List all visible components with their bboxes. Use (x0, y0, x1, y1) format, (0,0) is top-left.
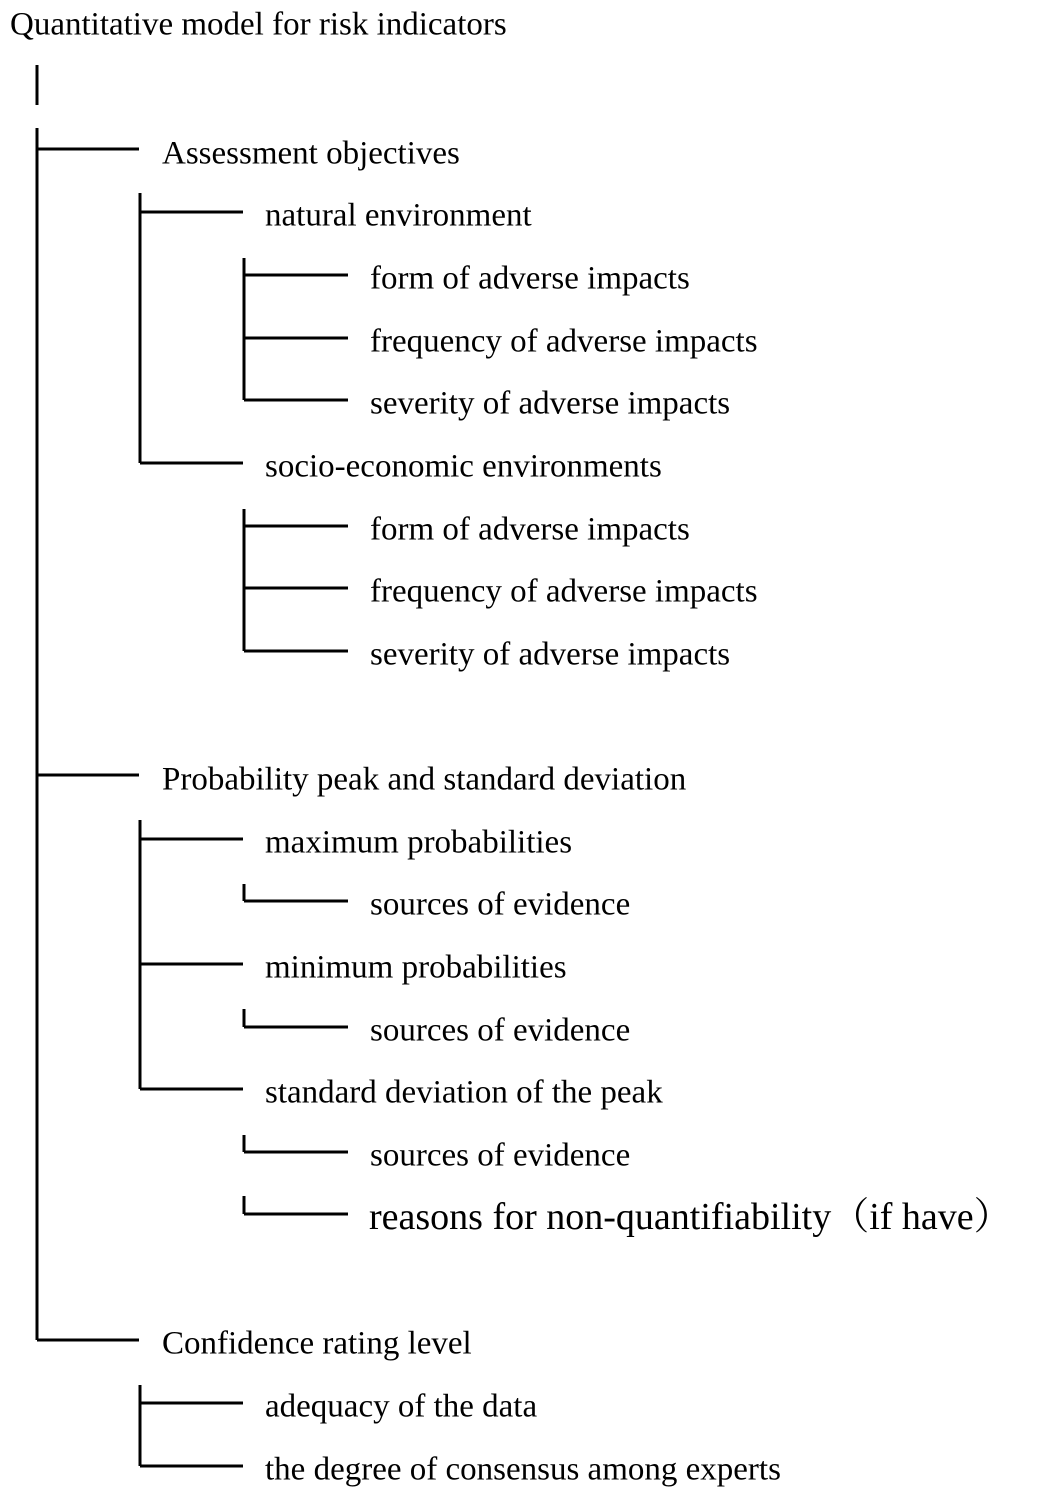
leaf-adequacy: adequacy of the data (265, 1388, 538, 1425)
leaf-sd-reasons: reasons for non-quantifiability（if have） (369, 1196, 1012, 1238)
leaf-natural-frequency: frequency of adverse impacts (370, 323, 758, 360)
leaf-socio-severity: severity of adverse impacts (370, 636, 731, 673)
leaf-natural-severity: severity of adverse impacts (370, 385, 731, 422)
node-standard-deviation: standard deviation of the peak (265, 1074, 663, 1111)
branch-probability-peak: Probability peak and standard deviation (162, 761, 687, 798)
branch-assessment-objectives: Assessment objectives (162, 135, 460, 172)
leaf-socio-form: form of adverse impacts (370, 511, 690, 548)
leaf-consensus: the degree of consensus among experts (265, 1451, 781, 1488)
leaf-max-sources: sources of evidence (370, 886, 631, 923)
root-title: Quantitative model for risk indicators (10, 6, 507, 43)
node-socio-economic: socio-economic environments (265, 448, 662, 485)
leaf-min-sources: sources of evidence (370, 1012, 631, 1049)
node-natural-environment: natural environment (265, 197, 532, 234)
branch-confidence-rating: Confidence rating level (162, 1325, 472, 1362)
leaf-sd-sources: sources of evidence (370, 1137, 631, 1174)
leaf-natural-form: form of adverse impacts (370, 260, 690, 297)
node-minimum-probabilities: minimum probabilities (265, 949, 567, 986)
node-maximum-probabilities: maximum probabilities (265, 824, 573, 861)
leaf-socio-frequency: frequency of adverse impacts (370, 573, 758, 610)
